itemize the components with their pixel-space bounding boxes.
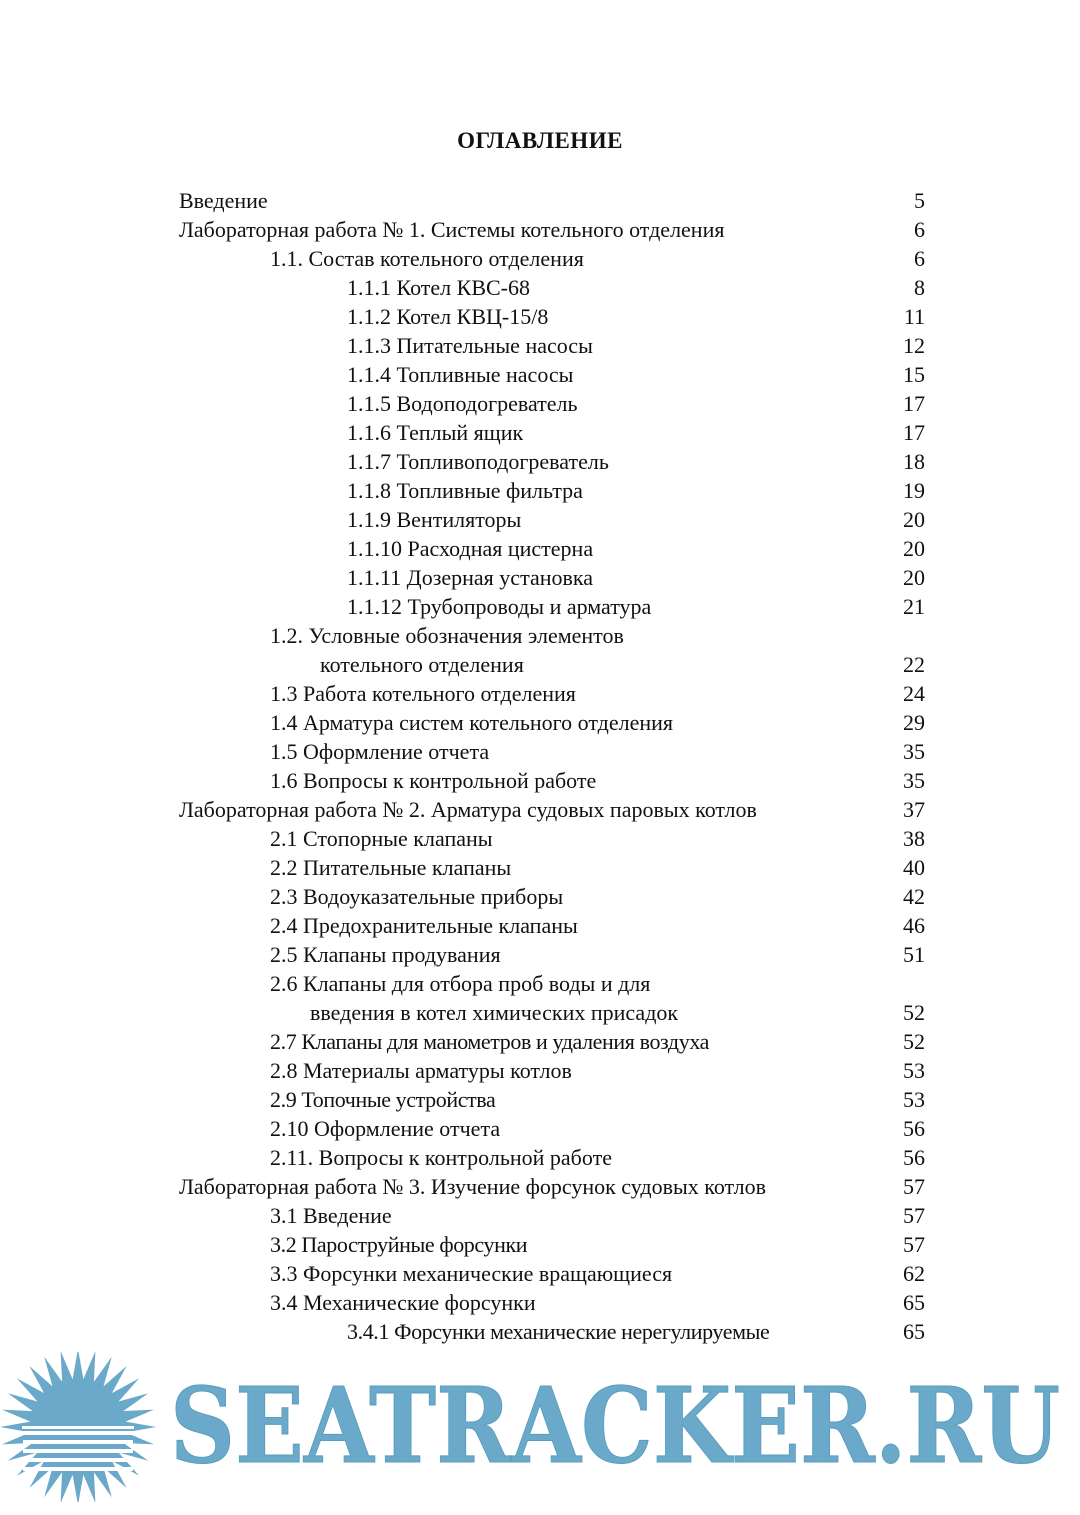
toc-entry (0, 969, 1080, 998)
toc-entry (0, 1114, 1080, 1143)
toc-entry-page: 53 (903, 1058, 925, 1083)
toc-entry-page: 51 (903, 942, 925, 967)
toc-entry (0, 737, 1080, 766)
toc-entry-page: 35 (903, 768, 925, 793)
toc-entry-page: 46 (903, 913, 925, 938)
toc-entry (0, 1085, 1080, 1114)
toc-entry (0, 476, 1080, 505)
toc-entry (0, 186, 1080, 215)
toc-entry-page: 12 (903, 333, 925, 358)
toc-entry (0, 592, 1080, 621)
toc-entry-label: 2.4 Предохранительные клапаны (270, 913, 578, 938)
toc-entry (0, 244, 1080, 273)
toc-entry-page: 24 (903, 681, 925, 706)
toc-entry-page: 17 (903, 391, 925, 416)
toc-entry (0, 1056, 1080, 1085)
toc-entry (0, 563, 1080, 592)
toc-entry (0, 940, 1080, 969)
toc-entry-page: 6 (914, 246, 925, 271)
toc-entry-page: 21 (903, 594, 925, 619)
toc-entry-label: 3.1 Введение (270, 1203, 392, 1228)
toc-entry-label: 3.2 Пароструйные форсунки (270, 1232, 528, 1257)
toc-entry-label: 1.1.2 Котел КВЦ-15/8 (347, 304, 549, 329)
toc-entry-label: 2.7 Клапаны для манометров и удаления воздуха (270, 1029, 710, 1054)
toc-entry-page: 57 (903, 1232, 925, 1257)
toc-entry-label: 2.1 Стопорные клапаны (270, 826, 493, 851)
toc-entry (0, 1230, 1080, 1259)
toc-entry (0, 795, 1080, 824)
toc-entry-page: 56 (903, 1116, 925, 1141)
toc-entry-page: 40 (903, 855, 925, 880)
toc-entry (0, 650, 1080, 679)
page-title: ОГЛАВЛЕНИЕ (457, 128, 623, 153)
toc-entry (0, 534, 1080, 563)
toc-entry-page: 37 (903, 797, 925, 822)
toc-entry-label: 1.1. Состав котельного отделения (270, 246, 584, 271)
toc-entry-label: 1.1.4 Топливные насосы (347, 362, 574, 387)
toc-entry-label: 1.1.8 Топливные фильтра (347, 478, 583, 503)
toc-entry-label: Лабораторная работа № 3. Изучение форсунок судовых котлов (179, 1174, 766, 1199)
toc-entry-label: введения в котел химических присадок (310, 1000, 679, 1025)
toc-entry (0, 505, 1080, 534)
toc-entry (0, 447, 1080, 476)
toc-entry (0, 215, 1080, 244)
toc-entry-page: 6 (914, 217, 925, 242)
toc-entry-page: 15 (903, 362, 925, 387)
toc-entry-label: 2.3 Водоуказательные приборы (270, 884, 564, 909)
toc-entry-page: 52 (903, 1000, 925, 1025)
toc-entry (0, 1143, 1080, 1172)
toc-entry-page: 56 (903, 1145, 925, 1170)
toc-entry-page: 65 (903, 1319, 925, 1344)
toc-entry (0, 766, 1080, 795)
toc-entry-label: 1.1.3 Питательные насосы (347, 333, 593, 358)
toc-entry (0, 1317, 1080, 1346)
toc-entry-label: 2.10 Оформление отчета (270, 1116, 501, 1141)
toc-entry-label: Лабораторная работа № 1. Системы котельного отделения (179, 217, 725, 242)
toc-entry-label: 1.1.10 Расходная цистерна (347, 536, 594, 561)
toc-entry-page: 20 (903, 536, 925, 561)
toc-entry (0, 273, 1080, 302)
toc-entry-page: 65 (903, 1290, 925, 1315)
toc-entry (0, 679, 1080, 708)
toc-entry-label: 1.1.11 Дозерная установка (347, 565, 593, 590)
toc-entry-page: 57 (903, 1203, 925, 1228)
toc-entry-label: 1.6 Вопросы к контрольной работе (270, 768, 597, 793)
toc-entry-label: 1.1.7 Топливоподогреватель (347, 449, 609, 474)
toc-entry-label: 3.4 Механические форсунки (270, 1290, 536, 1315)
toc-entry (0, 389, 1080, 418)
toc-entry-label: 3.4.1 Форсунки механические нерегулируемые (347, 1319, 770, 1344)
toc-entry (0, 302, 1080, 331)
toc-entry-label: 1.4 Арматура систем котельного отделения (270, 710, 674, 735)
toc-entry (0, 418, 1080, 447)
toc-entry (0, 911, 1080, 940)
toc-entry-page: 19 (903, 478, 925, 503)
toc-entry-label: 1.1.6 Теплый ящик (347, 420, 524, 445)
toc-entry-label: 2.6 Клапаны для отбора проб воды и для (270, 971, 651, 996)
toc-entry-label: 1.2. Условные обозначения элементов (270, 623, 624, 648)
toc-entry (0, 621, 1080, 650)
toc-entry-label: 2.9 Топочные устройства (270, 1087, 496, 1112)
toc-entry-page: 20 (903, 565, 925, 590)
toc-entry-page: 35 (903, 739, 925, 764)
toc-entry-page: 20 (903, 507, 925, 532)
toc-entry-label: 1.1.9 Вентиляторы (347, 507, 522, 532)
toc-entry (0, 360, 1080, 389)
watermark-text: SEATRACKER.RU (170, 1364, 1060, 1487)
toc-entry-page: 22 (903, 652, 925, 677)
toc-entry-label: 1.1.1 Котел КВС-68 (347, 275, 530, 300)
toc-entry-page: 11 (903, 304, 925, 329)
toc-entry (0, 1172, 1080, 1201)
toc-entry-label: 1.3 Работа котельного отделения (270, 681, 576, 706)
toc-entry-label: 2.11. Вопросы к контрольной работе (270, 1145, 612, 1170)
toc-entry-page: 8 (914, 275, 925, 300)
toc-entry (0, 853, 1080, 882)
toc-entry-page: 52 (903, 1029, 925, 1054)
toc-entry (0, 1201, 1080, 1230)
toc-entry-label: 2.2 Питательные клапаны (270, 855, 512, 880)
watermark (0, 1352, 1080, 1502)
toc-entry-page: 53 (903, 1087, 925, 1112)
toc-entry-page: 18 (903, 449, 925, 474)
toc-entry-page: 5 (914, 188, 925, 213)
toc-entry-page: 57 (903, 1174, 925, 1199)
toc-entry-page: 42 (903, 884, 925, 909)
toc-entry-label: 1.5 Оформление отчета (270, 739, 490, 764)
table-of-contents (0, 186, 1080, 1346)
toc-entry (0, 1288, 1080, 1317)
toc-entry-page: 62 (903, 1261, 925, 1286)
toc-entry-label: 2.5 Клапаны продувания (270, 942, 501, 967)
toc-entry-label: 2.8 Материалы арматуры котлов (270, 1058, 572, 1083)
toc-entry-label: Лабораторная работа № 2. Арматура судовых паровых котлов (179, 797, 757, 822)
sun-logo-icon (0, 1352, 156, 1502)
toc-entry-label: 1.1.5 Водоподогреватель (347, 391, 578, 416)
toc-entry (0, 708, 1080, 737)
toc-entry (0, 1259, 1080, 1288)
toc-entry (0, 1027, 1080, 1056)
toc-entry-page: 38 (903, 826, 925, 851)
toc-entry (0, 882, 1080, 911)
toc-entry-page: 29 (903, 710, 925, 735)
toc-entry-label: 1.1.12 Трубопроводы и арматура (347, 594, 652, 619)
toc-entry (0, 331, 1080, 360)
toc-entry-label: 3.3 Форсунки механические вращающиеся (270, 1261, 673, 1286)
toc-entry-label: котельного отделения (320, 652, 524, 677)
toc-entry (0, 998, 1080, 1027)
toc-entry (0, 824, 1080, 853)
toc-entry-label: Введение (179, 188, 268, 213)
toc-entry-page: 17 (903, 420, 925, 445)
